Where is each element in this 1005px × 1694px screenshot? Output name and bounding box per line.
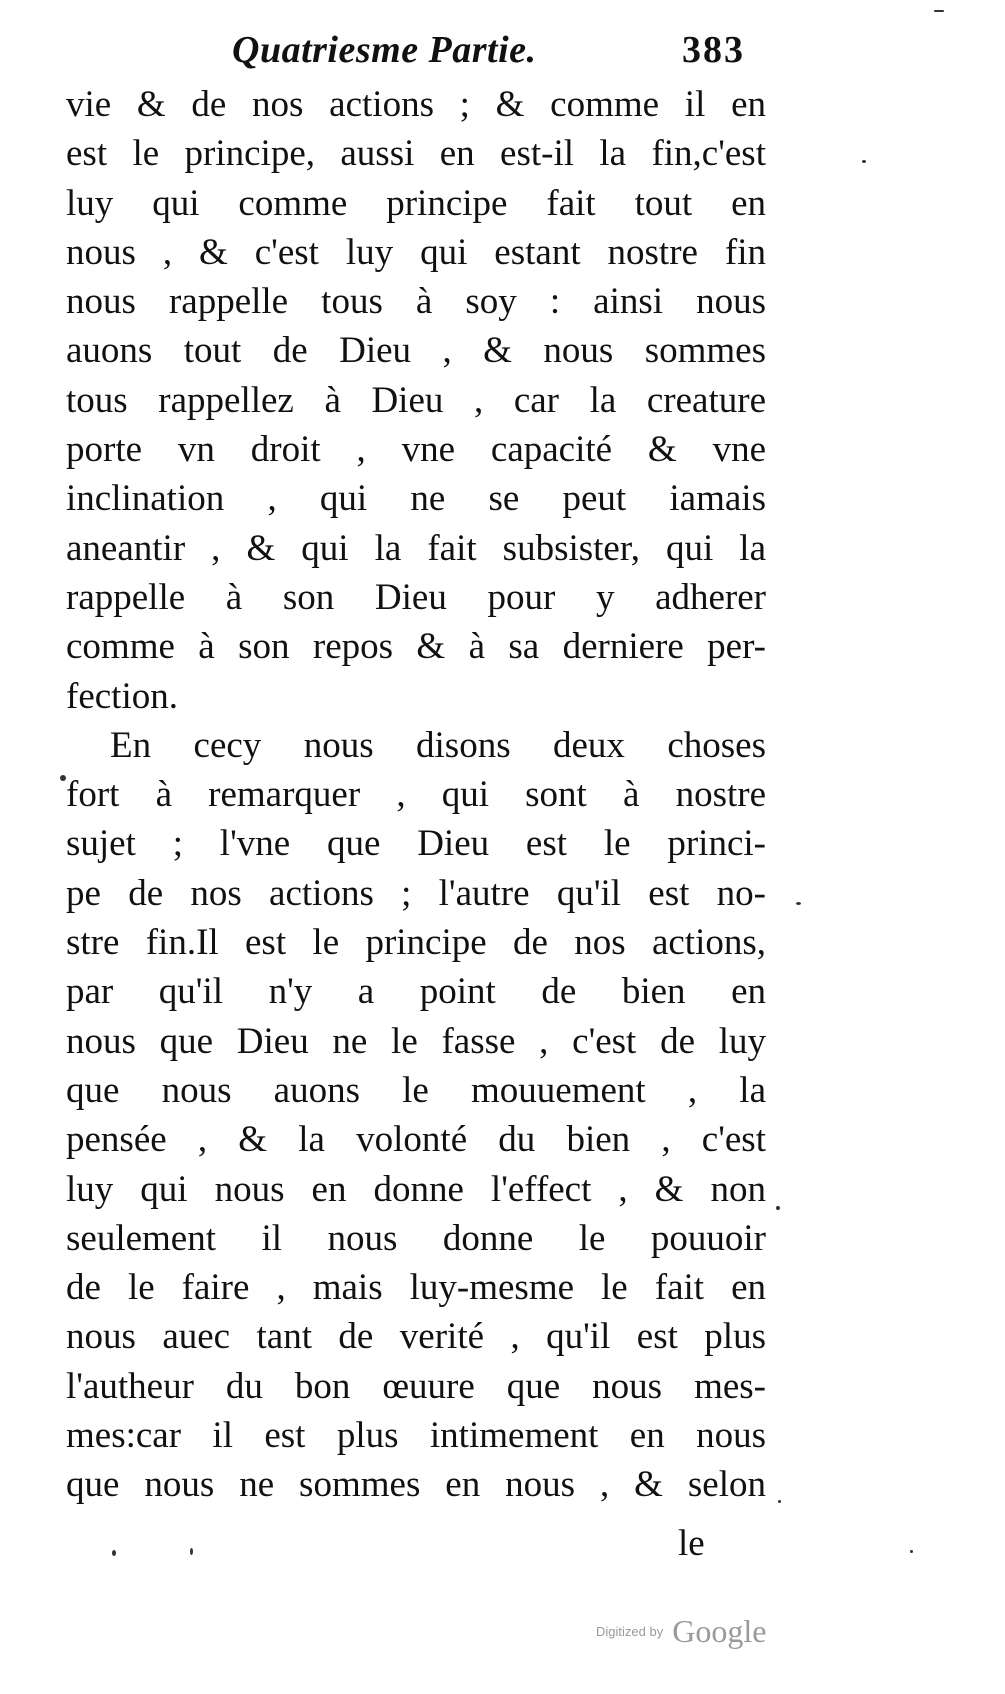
text-line: est le principe, aussi en est-il la fin,c'est: [66, 133, 766, 175]
text-line: que nous auons le mouuement , la: [66, 1069, 766, 1111]
scan-speck: [910, 1550, 913, 1553]
text-line: aneantir , & qui la fait subsister, qui la: [66, 527, 766, 569]
text-line: stre fin.Il est le principe de nos actions,: [66, 922, 766, 964]
page-header: [232, 28, 752, 88]
text-line: auons tout de Dieu , & nous sommes: [66, 330, 766, 372]
text-line: luy qui comme principe fait tout en: [66, 182, 766, 224]
text-line: sujet ; l'vne que Dieu est le princi-: [66, 823, 766, 865]
page-number: 383: [682, 29, 745, 71]
text-line: nous auec tant de verité , qu'il est plus: [66, 1316, 766, 1358]
body-text: [66, 80, 766, 1510]
text-line: fort à remarquer , qui sont à nostre: [66, 774, 766, 816]
scan-speck: [796, 902, 801, 905]
text-line: nous rappelle tous à soy : ainsi nous: [66, 281, 766, 323]
scan-speck: [934, 10, 944, 12]
text-line: vie & de nos actions ; & comme il en: [66, 84, 766, 125]
text-line: par qu'il n'y a point de bien en: [66, 971, 766, 1013]
text-line: nous , & c'est luy qui estant nostre fin: [66, 231, 766, 273]
text-line: tous rappellez à Dieu , car la creature: [66, 379, 766, 421]
text-line: seulement il nous donne le pouuoir: [66, 1217, 766, 1259]
text-line: rappelle à son Dieu pour y adherer: [66, 576, 766, 618]
scan-speck: [776, 1206, 780, 1210]
text-line: pensée , & la volonté du bien , c'est: [66, 1119, 766, 1161]
text-line: que nous ne sommes en nous , & selon: [66, 1464, 766, 1506]
text-line: mes:car il est plus intimement en nous: [66, 1415, 766, 1457]
digitized-watermark: [596, 1613, 767, 1650]
text-line: de le faire , mais luy-mesme le fait en: [66, 1267, 766, 1309]
scan-speck: [112, 1550, 116, 1556]
text-line: pe de nos actions ; l'autre qu'il est no-: [66, 872, 766, 914]
watermark-brand: Google: [672, 1613, 767, 1649]
running-title: Quatriesme Partie.: [232, 29, 537, 71]
watermark-prefix: Digitized by: [596, 1624, 664, 1639]
scan-speck: [862, 160, 866, 163]
text-line: nous que Dieu ne le fasse , c'est de luy: [66, 1020, 766, 1062]
text-line: fection.: [66, 675, 178, 717]
scan-speck: [778, 1500, 781, 1503]
text-line: l'autheur du bon œuure que nous mes-: [66, 1365, 766, 1407]
paragraph-start-line: En cecy nous disons deux choses: [110, 724, 766, 766]
scan-speck: [190, 1548, 193, 1555]
catchword: le: [678, 1523, 705, 1564]
text-line: porte vn droit , vne capacité & vne: [66, 429, 766, 471]
text-line: comme à son repos & à sa derniere per-: [66, 626, 766, 668]
text-line: inclination , qui ne se peut iamais: [66, 478, 766, 520]
text-line: luy qui nous en donne l'effect , & non: [66, 1168, 766, 1210]
scan-speck: [60, 775, 66, 781]
